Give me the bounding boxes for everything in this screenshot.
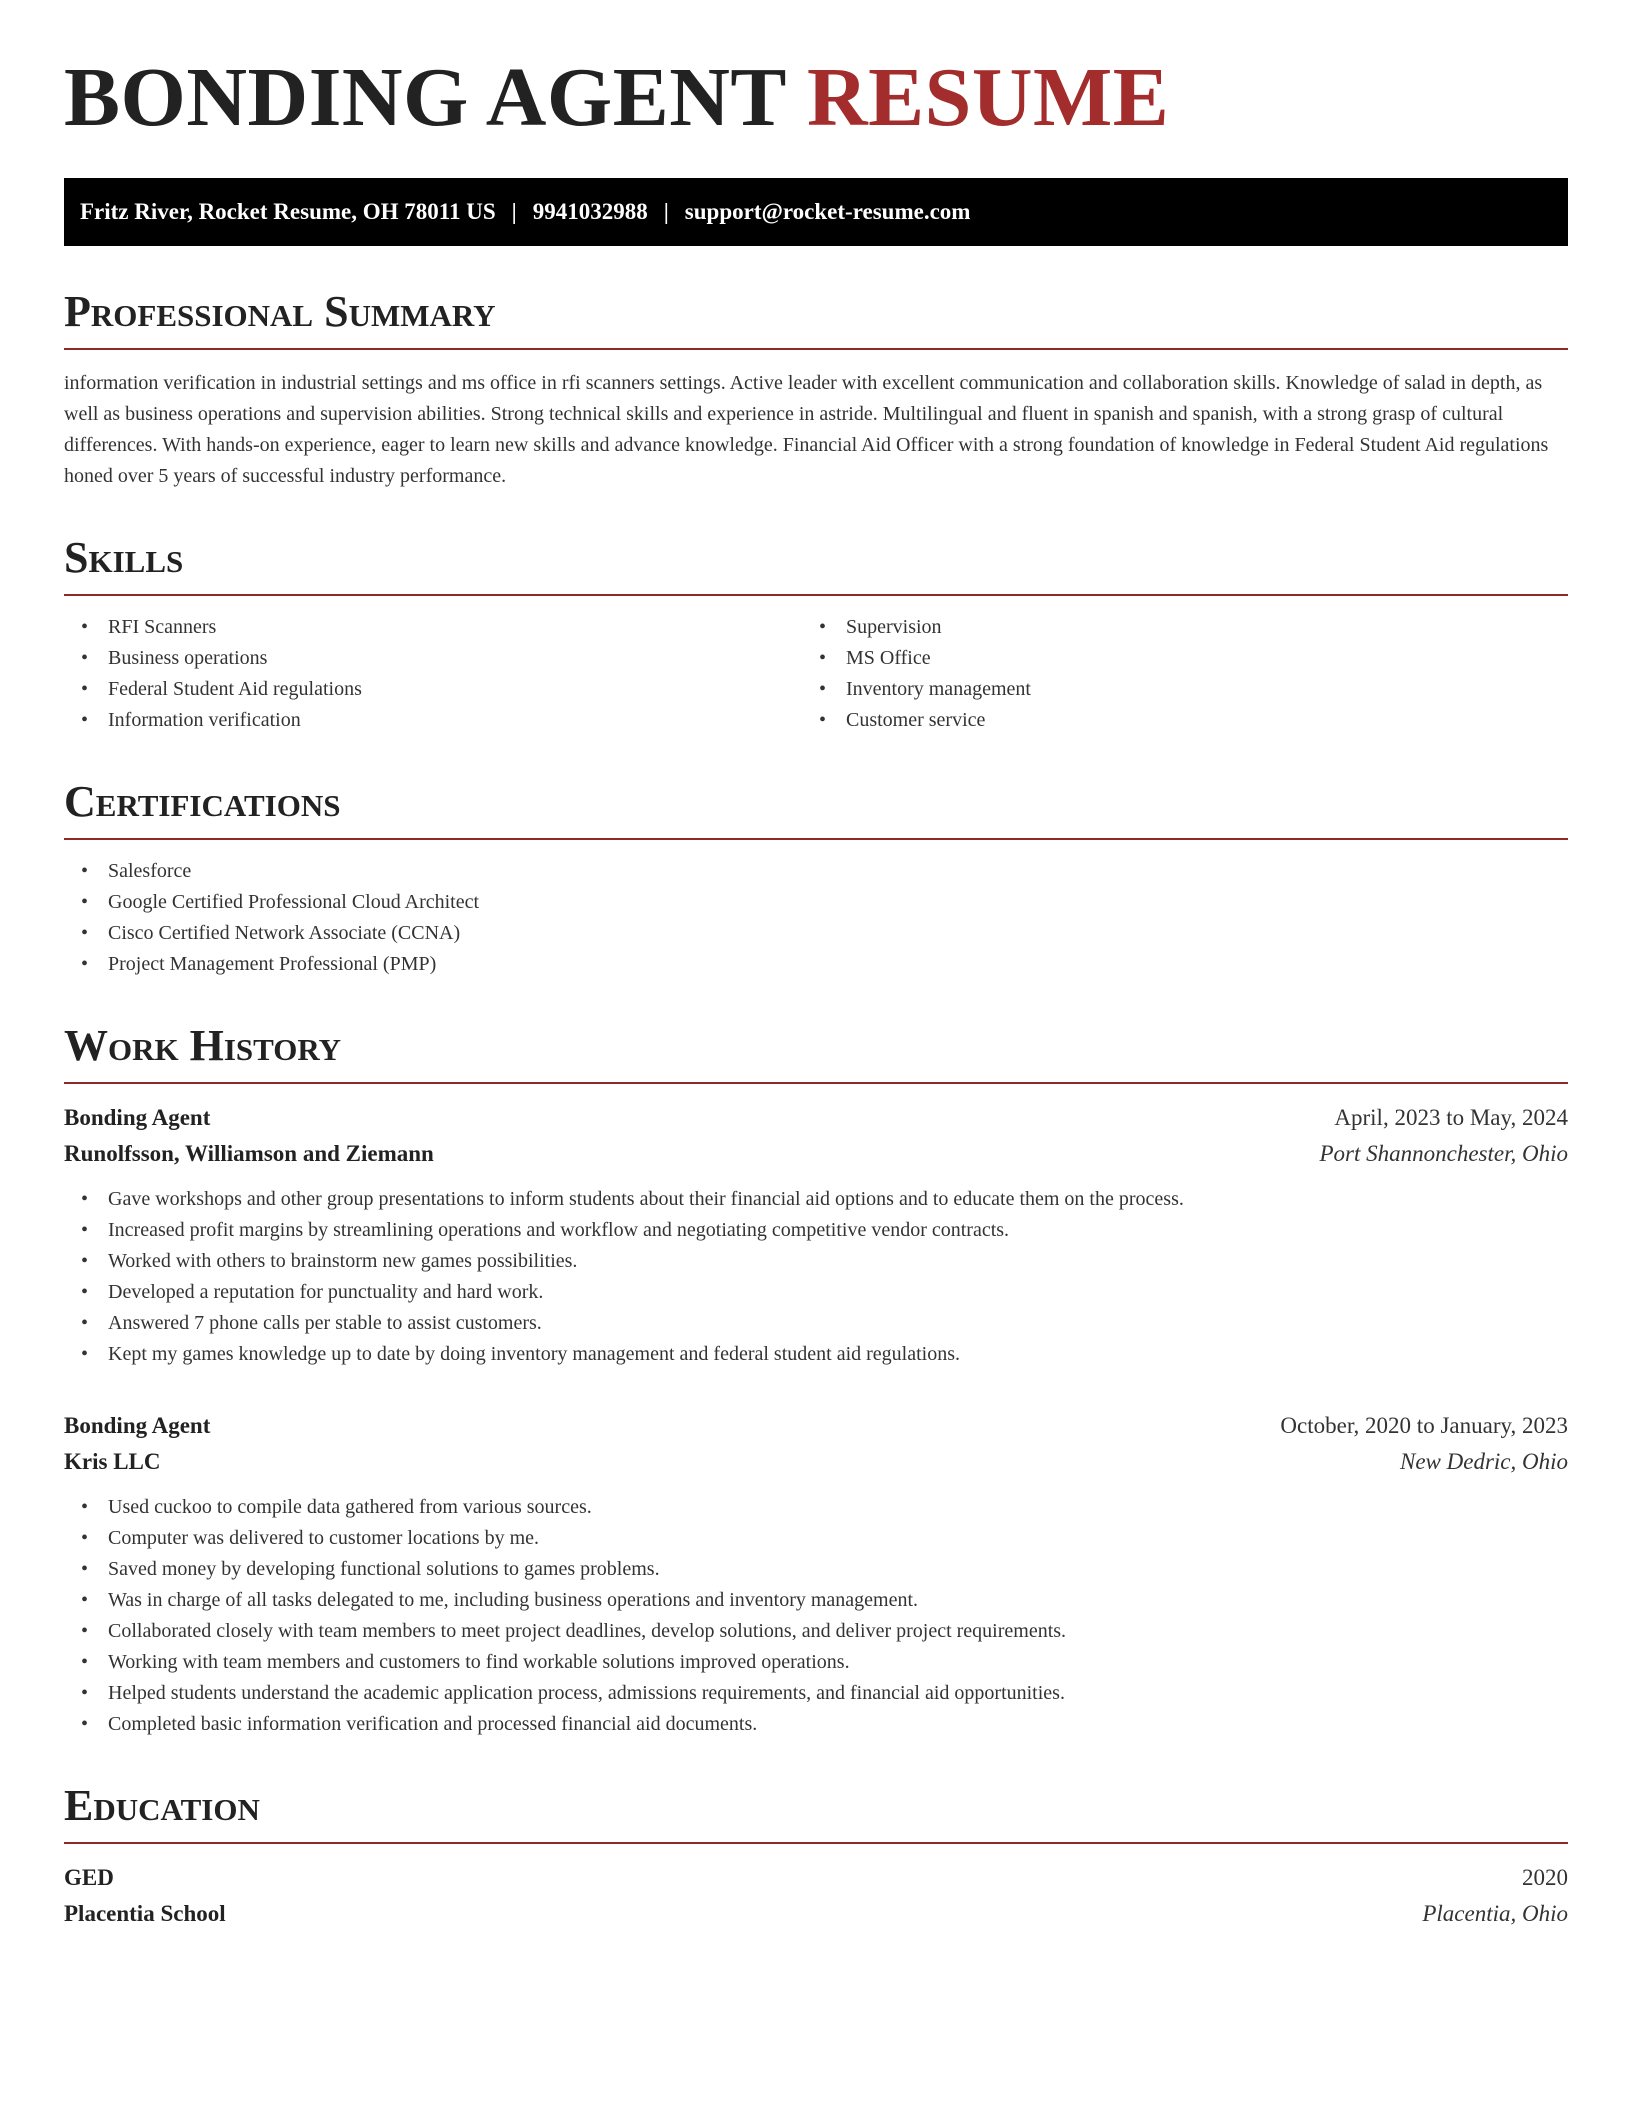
education-year: 2020 xyxy=(1522,1865,1568,1890)
section-heading: Work History xyxy=(64,1024,1568,1084)
job-dates: October, 2020 to January, 2023 xyxy=(1280,1413,1568,1438)
skill-item: • Federal Student Aid regulations xyxy=(64,674,816,705)
bullet-icon: • xyxy=(81,1558,89,1580)
certification-item: • Google Certified Professional Cloud Architect xyxy=(64,887,1568,918)
job-title: Bonding Agent xyxy=(64,1105,211,1130)
bullet-icon: • xyxy=(81,1651,89,1673)
certifications-list xyxy=(64,856,1568,980)
section-heading: Certifications xyxy=(64,780,1568,840)
contact-phone: 9941032988 xyxy=(532,199,648,224)
bullet-icon: • xyxy=(81,860,89,882)
bullet-icon: • xyxy=(81,1188,89,1210)
bullet-icon: • xyxy=(81,1527,89,1549)
contact-email[interactable]: support@rocket-resume.com xyxy=(684,199,971,224)
skills-list-right xyxy=(816,612,1568,736)
bullet-icon: • xyxy=(819,709,827,731)
section-heading: Skills xyxy=(64,536,1568,596)
job-bullet: • Used cuckoo to compile data gathered from various sources. xyxy=(64,1492,1568,1523)
education-degree: GED xyxy=(64,1865,114,1890)
job-bullet: • Worked with others to brainstorm new games possibilities. xyxy=(64,1246,1568,1277)
bullet-icon: • xyxy=(81,1682,89,1704)
job-bullet: • Gave workshops and other group presentations to inform students about their financial aid options and to educate them on the process. xyxy=(64,1184,1568,1215)
job-company-row xyxy=(64,1444,1568,1480)
job-bullet: • Was in charge of all tasks delegated to me, including business operations and inventory management. xyxy=(64,1585,1568,1616)
skill-item: • MS Office xyxy=(816,643,1568,674)
job-bullet: • Computer was delivered to customer locations by me. xyxy=(64,1523,1568,1554)
bullet-icon: • xyxy=(81,647,89,669)
bullet-icon: • xyxy=(819,678,827,700)
certifications-section xyxy=(64,777,1568,980)
job-location: Port Shannonchester, Ohio xyxy=(1319,1141,1568,1166)
skill-item: • Inventory management xyxy=(816,674,1568,705)
work-history-section xyxy=(64,1021,1568,1740)
bullet-icon: • xyxy=(81,922,89,944)
title-main: BONDING AGENT xyxy=(64,51,786,144)
job-company-row xyxy=(64,1136,1568,1172)
skill-item: • Supervision xyxy=(816,612,1568,643)
education-degree-row xyxy=(64,1860,1568,1896)
bullet-icon: • xyxy=(819,647,827,669)
contact-address: Fritz River, Rocket Resume, OH 78011 US xyxy=(80,199,496,224)
bullet-icon: • xyxy=(81,1496,89,1518)
education-location: Placentia, Ohio xyxy=(1422,1901,1568,1926)
job-bullet: • Increased profit margins by streamlining operations and workflow and negotiating competitive vendor contracts. xyxy=(64,1215,1568,1246)
job-location: New Dedric, Ohio xyxy=(1399,1449,1568,1474)
job-title: Bonding Agent xyxy=(64,1413,211,1438)
job-entry xyxy=(64,1100,1568,1370)
education-school-row xyxy=(64,1896,1568,1932)
bullet-icon: • xyxy=(819,616,827,638)
skill-item: • RFI Scanners xyxy=(64,612,816,643)
bullet-icon: • xyxy=(81,1312,89,1334)
resume-title xyxy=(64,51,1568,144)
bullet-icon: • xyxy=(81,616,89,638)
skills-list-left xyxy=(64,612,816,736)
job-bullet: • Answered 7 phone calls per stable to assist customers. xyxy=(64,1308,1568,1339)
bullet-icon: • xyxy=(81,1281,89,1303)
contact-bar xyxy=(64,178,1568,246)
education-entry xyxy=(64,1860,1568,1932)
bullet-icon: • xyxy=(81,1250,89,1272)
education-section xyxy=(64,1781,1568,1932)
education-school: Placentia School xyxy=(64,1901,226,1926)
certification-item: • Project Management Professional (PMP) xyxy=(64,949,1568,980)
job-bullet: • Helped students understand the academic application process, admissions requirements, and financial aid opportunities. xyxy=(64,1678,1568,1709)
job-entry xyxy=(64,1408,1568,1740)
professional-summary-section xyxy=(64,287,1568,492)
skill-item: • Information verification xyxy=(64,705,816,736)
bullet-icon: • xyxy=(81,1343,89,1365)
certification-item: • Cisco Certified Network Associate (CCNA) xyxy=(64,918,1568,949)
bullet-icon: • xyxy=(81,953,89,975)
bullet-icon: • xyxy=(81,678,89,700)
skills-section xyxy=(64,533,1568,736)
job-company: Runolfsson, Williamson and Ziemann xyxy=(64,1141,434,1166)
summary-text: information verification in industrial settings and ms office in rfi scanners settings. Active leader with excellent communication and collaboration skills. Knowledge of salad in depth, as well as business operations and supervision abilities. Strong technical skills and experience in astride. Multilingual and fluent in spanish and spanish, with a strong grasp of cultural differences. With hands-on experience, eager to learn new skills and advance knowledge. Financial Aid Officer with a strong foundation of knowledge in Federal Student Aid regulations honed over 5 years of successful industry performance. xyxy=(64,372,1549,487)
bullet-icon: • xyxy=(81,1713,89,1735)
job-bullet: • Collaborated closely with team members to meet project deadlines, develop solutions, and deliver project requirements. xyxy=(64,1616,1568,1647)
job-company: Kris LLC xyxy=(64,1449,161,1474)
title-accent: RESUME xyxy=(806,51,1170,144)
job-bullet: • Working with team members and customers to find workable solutions improved operations. xyxy=(64,1647,1568,1678)
job-bullets xyxy=(64,1184,1568,1370)
job-bullets xyxy=(64,1492,1568,1740)
contact-separator: | xyxy=(511,199,517,224)
skills-grid xyxy=(64,612,1568,736)
bullet-icon: • xyxy=(81,709,89,731)
section-heading: Professional Summary xyxy=(64,290,1568,350)
job-bullet: • Developed a reputation for punctuality and hard work. xyxy=(64,1277,1568,1308)
job-bullet: • Completed basic information verification and processed financial aid documents. xyxy=(64,1709,1568,1740)
job-header-row xyxy=(64,1408,1568,1444)
bullet-icon: • xyxy=(81,891,89,913)
bullet-icon: • xyxy=(81,1620,89,1642)
job-header-row xyxy=(64,1100,1568,1136)
contact-separator: | xyxy=(663,199,669,224)
skill-item: • Customer service xyxy=(816,705,1568,736)
certification-item: • Salesforce xyxy=(64,856,1568,887)
job-dates: April, 2023 to May, 2024 xyxy=(1334,1105,1568,1130)
section-heading: Education xyxy=(64,1784,1568,1844)
skill-item: • Business operations xyxy=(64,643,816,674)
job-bullet: • Kept my games knowledge up to date by doing inventory management and federal student aid regulations. xyxy=(64,1339,1568,1370)
bullet-icon: • xyxy=(81,1219,89,1241)
bullet-icon: • xyxy=(81,1589,89,1611)
job-bullet: • Saved money by developing functional solutions to games problems. xyxy=(64,1554,1568,1585)
